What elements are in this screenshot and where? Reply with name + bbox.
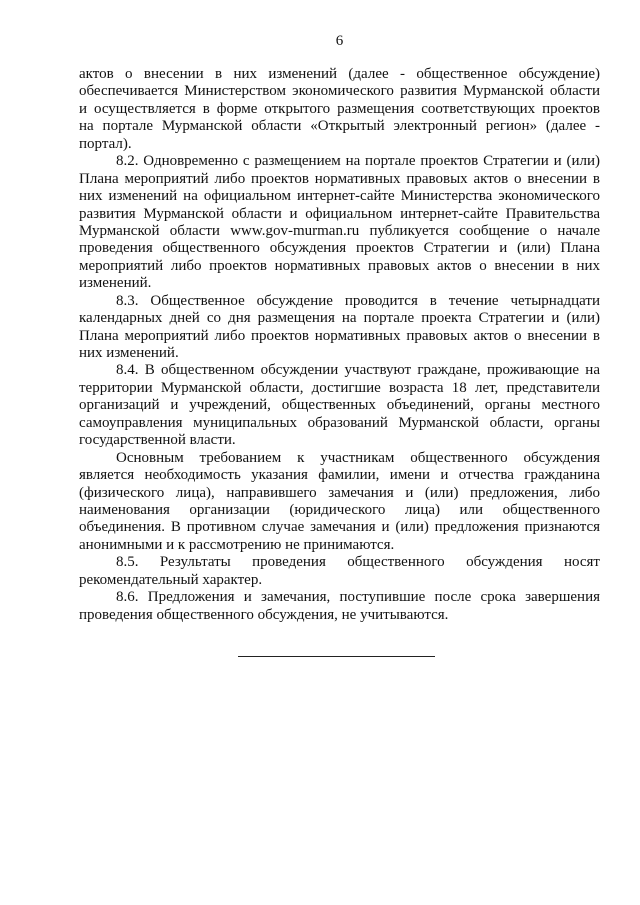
- text-line: [79, 118, 600, 135]
- line-text: самоуправления муниципальных образований Мурманской области, органы: [79, 414, 600, 431]
- paragraph-8-5: [79, 554, 600, 589]
- text-line: [79, 502, 600, 519]
- text-line: [79, 171, 600, 188]
- text-line: [79, 519, 600, 536]
- line-text: актов о внесении в них изменений (далее - общественное обсуждение): [79, 66, 600, 82]
- text-line: [79, 607, 600, 624]
- text-line: [79, 537, 600, 554]
- line-text: объединения. В противном случае замечания и (или) предложения признаются: [79, 519, 600, 536]
- text-line: [79, 258, 600, 275]
- text-line: [79, 101, 600, 118]
- text-line: [79, 345, 600, 362]
- text-line: [79, 467, 600, 484]
- line-text: проведения общественного обсуждения проектов Стратегии и (или) Плана: [79, 240, 600, 257]
- paragraph-8-4: [79, 362, 600, 449]
- paragraph-intro-continuation: [79, 66, 600, 153]
- text-line: [79, 136, 600, 153]
- line-text: календарных дней со дня размещения на портале проекта Стратегии и (или): [79, 310, 600, 327]
- line-text: 8.5. Результаты проведения общественного обсуждения носят: [116, 554, 600, 571]
- closing-rule: [238, 656, 435, 657]
- text-line: [79, 415, 600, 432]
- text-line: [79, 153, 600, 170]
- text-line: [79, 380, 600, 397]
- line-text: Плана мероприятий либо проектов нормативных правовых актов о внесении в: [79, 327, 600, 344]
- text-line: [79, 397, 600, 414]
- paragraph-participant-requirements: [79, 450, 600, 555]
- line-text: мероприятий либо проектов нормативных правовых актов о внесении в них: [79, 257, 600, 274]
- paragraph-8-3: [79, 293, 600, 363]
- line-text: 8.6. Предложения и замечания, поступившие после срока завершения: [116, 589, 600, 606]
- line-text: Плана мероприятий либо проектов нормативных правовых актов о внесении в: [79, 170, 600, 187]
- text-line: [79, 310, 600, 327]
- line-text: и осуществляется в форме открытого размещения соответствующих проектов: [79, 100, 600, 117]
- line-text: 8.3. Общественное обсуждение проводится в течение четырнадцати: [116, 292, 600, 309]
- text-line: [79, 66, 600, 83]
- line-text: является необходимость указания фамилии, имени и отчества гражданина: [79, 467, 600, 484]
- text-line: [79, 293, 600, 310]
- line-text: портал).: [79, 135, 132, 152]
- paragraph-8-2: [79, 153, 600, 293]
- line-text: 8.4. В общественном обсуждении участвуют граждане, проживающие на: [116, 362, 600, 379]
- line-text: анонимными и к рассмотрению не принимаются.: [79, 536, 395, 553]
- line-text: на портале Мурманской области «Открытый электронный регион» (далее -: [79, 118, 600, 135]
- line-text: 8.2. Одновременно с размещением на портале проектов Стратегии и (или): [116, 153, 600, 170]
- text-line: [79, 223, 600, 240]
- line-text: государственной власти.: [79, 432, 236, 449]
- line-text: территории Мурманской области, достигшие возраста 18 лет, представители: [79, 379, 600, 396]
- text-line: [79, 450, 600, 467]
- text-line: [79, 432, 600, 449]
- line-text: организаций и учреждений, общественных объединений, органы местного: [79, 397, 600, 414]
- line-text: них изменений.: [79, 345, 179, 361]
- text-line: [79, 188, 600, 205]
- document-body: [79, 66, 600, 624]
- text-line: [79, 572, 600, 589]
- text-line: [79, 362, 600, 379]
- text-line: [79, 206, 600, 223]
- line-text: них изменений на официальном интернет-сайте Министерства экономического: [79, 188, 600, 205]
- text-line: [79, 485, 600, 502]
- line-text: проведения общественного обсуждения, не учитываются.: [79, 606, 449, 623]
- text-line: [79, 83, 600, 100]
- line-text: Мурманской области www.gov-murman.ru публикуется сообщение о начале: [79, 222, 600, 239]
- page-number: 6: [335, 33, 344, 49]
- line-text: развития Мурманской области и официальном интернет-сайте Правительства: [79, 205, 600, 222]
- text-line: [79, 554, 600, 571]
- line-text: обеспечивается Министерством экономического развития Мурманской области: [79, 83, 600, 100]
- line-text: рекомендательный характер.: [79, 571, 263, 588]
- line-text: изменений.: [79, 275, 152, 292]
- line-text: Основным требованием к участникам общественного обсуждения: [116, 449, 600, 466]
- text-line: [79, 589, 600, 606]
- line-text: наименования организации (юридического лица) или общественного: [79, 501, 600, 518]
- text-line: [79, 240, 600, 257]
- paragraph-8-6: [79, 589, 600, 624]
- line-text: (физического лица), направившего замечания и (или) предложения, либо: [79, 484, 600, 501]
- text-line: [79, 275, 600, 292]
- text-line: [79, 328, 600, 345]
